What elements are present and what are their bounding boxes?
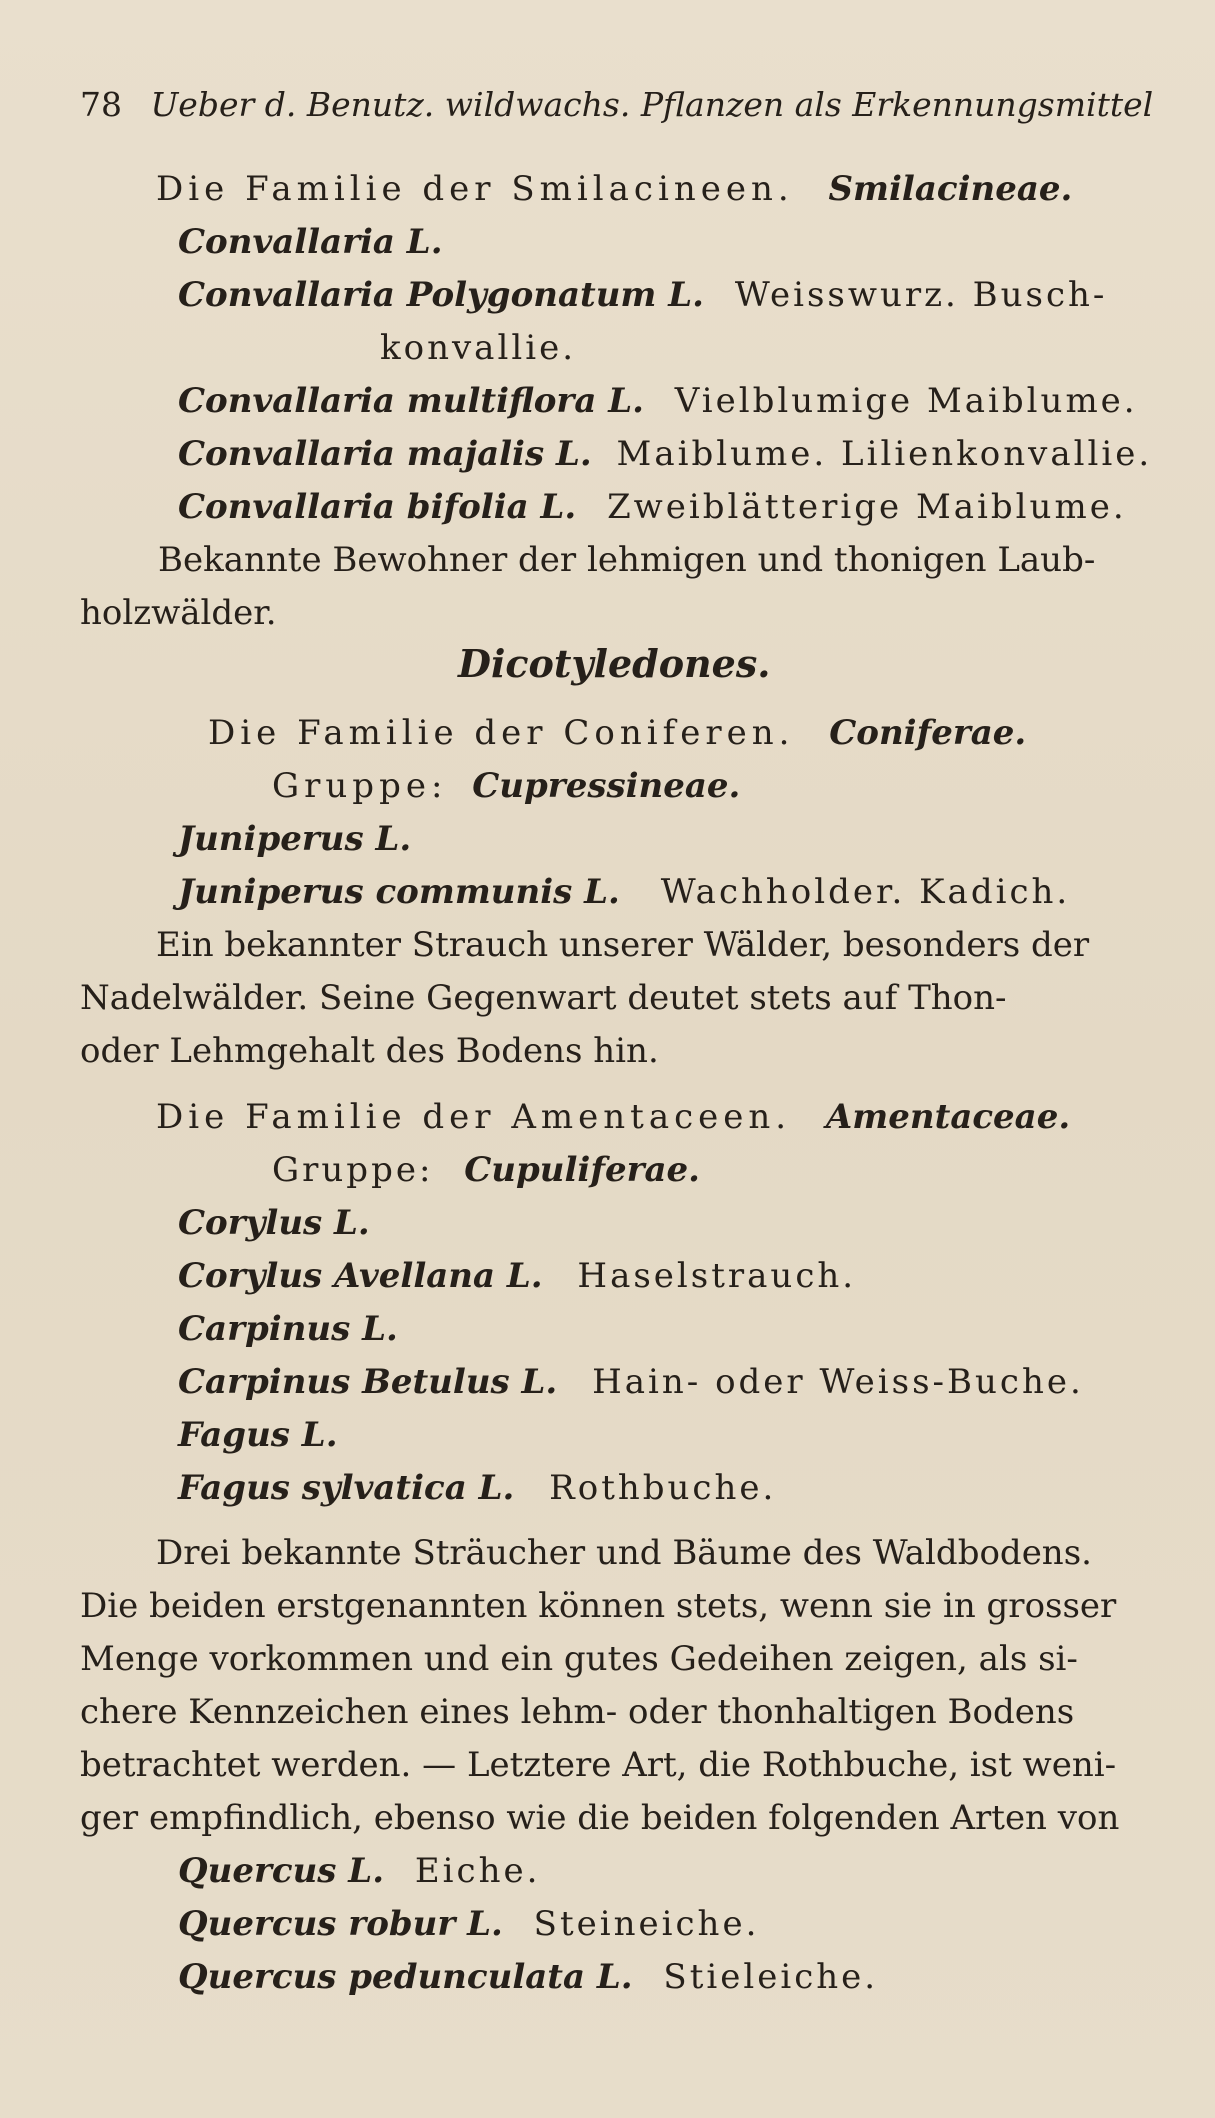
species-line: Convallaria multiflora L. Vielblumige Maiblume.	[178, 381, 1138, 421]
species-line: Juniperus communis L. Wachholder. Kadich.	[178, 872, 1071, 912]
paragraph-line: Ein bekannter Strauch unserer Wälder, besonders der	[156, 925, 1090, 965]
genus-line: Convallaria L.	[178, 222, 443, 262]
paragraph-line: Nadelwälder. Seine Gegenwart deutet stets auf Thon-	[80, 978, 1007, 1018]
family-heading-coniferen: Die Familie der Coniferen. Coniferae.	[208, 713, 1027, 753]
running-title: Ueber d. Benutz. wildwachs. Pflanzen als Erkennungsmittel	[150, 85, 1154, 124]
species-line: Corylus Avellana L. Haselstrauch.	[178, 1256, 857, 1296]
genus-line: Corylus L.	[178, 1203, 370, 1243]
species-line: Convallaria majalis L. Maiblume. Lilienkonvallie.	[178, 434, 1153, 474]
family-heading-smilacineen: Die Familie der Smilacineen. Smilacineae.	[156, 169, 1073, 209]
section-heading: Dicotyledones.	[458, 641, 771, 686]
species-line: Convallaria Polygonatum L. Weisswurz. Busch-	[178, 275, 1108, 315]
paragraph-line: Menge vorkommen und ein gutes Gedeihen zeigen, als si-	[80, 1639, 1078, 1679]
species-line: Quercus robur L. Steineiche.	[178, 1904, 760, 1944]
paragraph-line: oder Lehmgehalt des Bodens hin.	[80, 1031, 659, 1071]
running-header	[80, 82, 1153, 128]
continuation-line: konvallie.	[380, 328, 576, 368]
group-line: Gruppe: Cupuliferae.	[272, 1150, 701, 1190]
page-number: 78	[80, 85, 122, 124]
paragraph-line: holzwälder.	[80, 593, 277, 633]
genus-line: Carpinus L.	[178, 1309, 398, 1349]
family-heading-amentaceen: Die Familie der Amentaceen. Amentaceae.	[156, 1097, 1071, 1137]
species-line: Carpinus Betulus L. Hain- oder Weiss-Buche.	[178, 1362, 1084, 1402]
genus-line: Fagus L.	[178, 1415, 338, 1455]
paragraph-line: Bekannte Bewohner der lehmigen und thonigen Laub-	[158, 540, 1096, 580]
species-line: Quercus pedunculata L. Stieleiche.	[178, 1957, 879, 1997]
paragraph-line: Drei bekannte Sträucher und Bäume des Waldbodens.	[156, 1533, 1092, 1573]
species-line: Quercus L. Eiche.	[178, 1851, 541, 1891]
paragraph-line: ger empfindlich, ebenso wie die beiden folgenden Arten von	[80, 1798, 1120, 1838]
paragraph-line: betrachtet werden. — Letztere Art, die Rothbuche, ist weni-	[80, 1745, 1117, 1785]
paragraph-line: Die beiden erstgenannten können stets, wenn sie in grosser	[80, 1586, 1117, 1626]
species-line: Fagus sylvatica L. Rothbuche.	[178, 1468, 777, 1508]
genus-line: Juniperus L.	[178, 819, 412, 859]
group-line: Gruppe: Cupressineae.	[272, 766, 741, 806]
species-line: Convallaria bifolia L. Zweiblätterige Maiblume.	[178, 487, 1127, 527]
paragraph-line: chere Kennzeichen eines lehm- oder thonhaltigen Bodens	[80, 1692, 1075, 1732]
